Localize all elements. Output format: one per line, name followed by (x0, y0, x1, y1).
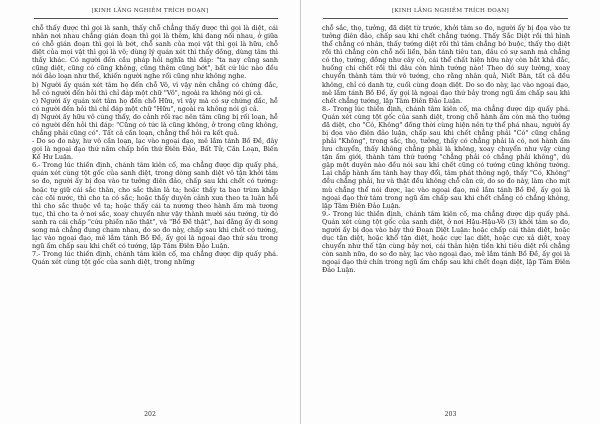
right-page (300, 0, 600, 424)
page-number: 202 (144, 411, 156, 418)
header-rule (34, 18, 278, 19)
paragraph: chỗ sắc, thọ, tưởng, đã diệt từ trước, khởi tâm so đo, người ấy bị đọa vào tư tưởng điên đảo, chấp sau khi chết chẳng tướng. Thấy Sắc Diệt rồi thì hình thể chẳng có nhân, thấy tướng diệt rồi thì tâm chẳng bó buộc, thấy thọ diệt rồi thì chẳng còn chỗ nối liền, bản tánh tiêu tan, đâu có sự sanh mà chẳng có thọ, tướng, đồng như cây cỏ, cái thể chất hiện hữu này còn bắt khả đắc, huống chi chết rồi thì đâu còn hình tướng nào! Theo đó suy lường, xoay chuyển thành tám thứ vô tướng, cho rằng nhân quả, Niết Bàn, tất cả đều không, chỉ có danh tự, cuối cùng đoạn diệt. Do so đo này, lạc vào ngoại đạo, mê lầm tánh Bồ Đề, ấy gọi là ngoại đạo thứ bảy trong ngũ ấm chấp sau khi chết chẳng tướng, lập Tâm Điên Đảo Luận. (322, 24, 570, 105)
paragraph: 9.- Trong lúc thiền định, chánh tâm kiên cố, ma chẳng được dịp quấy phá. Quán xét cùng tột gốc của sanh diệt, ở nơi Hậu-Hậu-Vô (3) khởi tâm so đo, người ấy bị đọa vào bảy thứ Đoạn Diệt Luận: hoặc chấp cái thân diệt, hoặc dục tận diệt, hoặc khổ tận diệt, hoặc cực lạc diệt, hoặc cực xả diệt, xoay chuyển như thế tận cùng bảy nơi, cái thân hiện tiền khi tiêu diệt rồi chẳng còn sanh nữa, do so đo này, lạc vào ngoại đạo, mê lầm tánh Bồ Đề, ấy gọi là ngoại đạo thứ chín trong ngũ ấm chấp sau khi chết đoạn diệt, lập Tâm Điên Đảo Luận. (322, 209, 570, 275)
paragraph: - Do so đo này, hư vô cần loạn, lạc vào ngoại đạo, mê lầm tánh Bồ Đề, đây gọi là ngoại đạo thứ năm chấp bốn thứ Điên Đảo, Bất Tử, Căn Loạn, Biến Kế Hư Luận. (32, 137, 278, 162)
paragraph: b) Người ấy quán xét tâm họ đến chỗ Vô, vì vậy nên chẳng có chứng đắc, hễ có người đến hỏi thì chỉ đáp một chữ "Vô", ngoài ra không nói gì cả. (32, 80, 278, 97)
page-body (322, 24, 570, 274)
paragraph: 6.- Trong lúc thiền định, chánh tâm kiên cố, ma chẳng được dịp quấy phá, quán xét cùng tột gốc của sanh diệt, trong dòng sanh diệt vô tận khởi tâm so đo, người ấy bị đọa vào tư tưởng điên đảo, chấp sau khi chết có tướng: hoặc tự giữ cái sắc thân, cho sắc thân là ta; hoặc thấy ta bao trùm khắp các cõi nước, thì cho ta có sắc; hoặc thấy duyên cảnh xưa theo ta luân hồi thì cho sắc thuộc về ta; hoặc thấy cái ta nương theo hành ấm mà tương tục, thì cho ta ở nơi sắc, xoay chuyển như vậy thành mười sáu tướng, từ đó sanh ra cái chấp "cứu phiền não thật", và "Bồ Đề thật", hai đằng ấy đi song song mà chẳng đụng chạm nhau, do so đo này, chấp sau khi chết có tướng, lạc vào ngoại đạo, mê lầm tánh Bồ Đề, ấy gọi là ngoại đạo thứ sáu trong ngũ ấm chấp sau khi chết có tướng, lập Tâm Điên Đảo Luận. (32, 161, 278, 251)
running-header: [KINH LĂNG NGHIÊM TRÍCH ĐOẠN] (391, 8, 510, 14)
paragraph: c) Người ấy quán xét tâm họ đến chỗ Hữu, vì vậy mà có sự chứng đắc, hễ có người đến hỏi thì chỉ đáp một chữ "Hữu", ngoài ra không nói gì cả. (32, 96, 278, 113)
paragraph: d) Người ấy hữu vô cùng thấy, do cảnh rối rạc nên tâm cũng bị rối loạn, hễ có người đến hỏi thì đáp: "Cũng có tức là cũng không, ở trong cũng không, chẳng phải cũng có". Tất cả cần loạn, chẳng thể hỏi ra kết quả. (32, 112, 278, 138)
running-header: [KINH LĂNG NGHIÊM TRÍCH ĐOẠN] (91, 8, 209, 14)
paragraph: 7.- Trong lúc thiền định, chánh tâm kiên cố, ma chẳng được dịp quấy phá. Quán xét cùng tột gốc của sanh diệt, trong những (32, 250, 278, 267)
paragraph: chỗ thấy được thì gọi là sanh, thấy chỗ chẳng thấy được thì gọi là diệt, cái nhân nơi nhau chẳng gián đoạn thì gọi là thêm, khi đang nối nhau, ở giữa có chỗ gián đoạn thì gọi là bớt, chỗ sanh của mọi vật thì gọi là hữu, chỗ diệt của mọi vật thì gọi là vô; dùng lý quán xét thì thấy dồng, dùng tâm thì thấy khác. Có người đến cầu pháp hỏi nghĩa thì đáp: "ta nay cũng sanh cũng diệt, cũng có cũng không, cũng thêm cũng bớt", bất cứ lúc nào đều nói đảo loạn như thế, khiến người nghe rối cũng như không nghe. (32, 24, 278, 81)
header-rule (323, 18, 568, 19)
page-number: 203 (444, 411, 457, 418)
paragraph: 8.- Trong lúc thiền định, chánh tâm kiên cố, ma chẳng được dịp quấy phá. Quán xét cùng tột gốc của sanh diệt, trong chỗ hành ấm còn mà thọ tưởng đã diệt, cho "Có, Không" đồng thời cùng hiện nên tự thể phá nhau, người ấy bị đọa vào điên đảo luận, chấp sau khi chết chẳng phải "Có" cũng chẳng phải "Không", trong sắc, thọ, tưởng, thấy có chẳng phải là có, nơi hành ấm lưu chuyển, thấy không chẳng phải là không, xoay chuyển như vậy cùng tận ấm giới, thành tám thứ tướng "chẳng phải có chẳng phải không", dù gặp một duyên nào đều nói sau khi chết cũng có tướng cũng không tướng. Lại chấp hành ấm tánh hay thay đổi, tâm phát thông ngộ, thấy "Có, Không" đều chẳng phải, hư và thật đều không chỗ căn cứ, do so đo này, làm cho mịt mù chẳng thể nói được, lạc vào ngoại đạo, mê lầm tánh Bồ Đề, ấy gọi là ngoại đạo thứ tám trong ngũ ấm chấp sau khi chết chẳng có chẳng không, lập Tâm Điên Đảo Luận. (322, 104, 570, 210)
page-body (32, 24, 278, 266)
